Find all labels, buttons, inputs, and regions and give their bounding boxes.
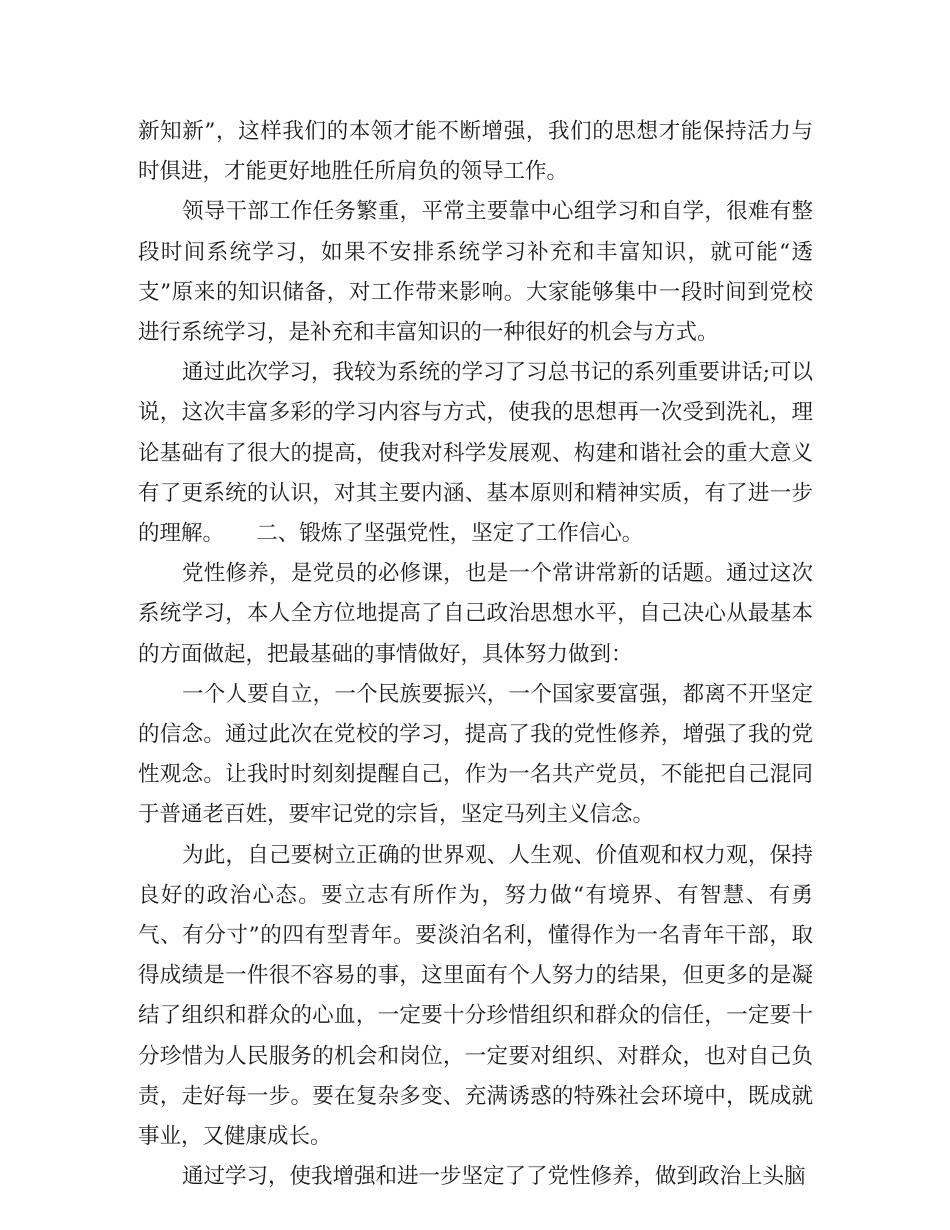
paragraph: 为此，自己要树立正确的世界观、人生观、价值观和权力观，保持良好的政治心态。要立志有所作为，努力做“有境界、有智慧、有勇气、有分寸”的四有型青年。要淡泊名利，懂得作为一名青年干部，取得成绩是一件很不容易的事，这里面有个人努力的结果，但更多的是凝结了组织和群众的心血，一定要十分珍惜组织和群众的信任，一定要十分珍惜为人民服务的机会和岗位，一定要对组织、对群众，也对自己负责，走好每一步。要在复杂多变、充满诱惑的特殊社会环境中，既成就事业，又健康成长。 [138, 842, 813, 1150]
paragraph-continuation: 新知新”，这样我们的本领才能不断增强，我们的思想才能保持活力与时俱进，才能更好地胜任所肩负的领导工作。 [138, 119, 813, 185]
document-body [138, 112, 813, 1197]
paragraph: 通过学习，使我增强和进一步坚定了了党性修养，做到政治上头脑 [182, 1164, 806, 1190]
paragraph: 一个人要自立，一个民族要振兴，一个国家要富强，都离不开坚定的信念。通过此次在党校的学习，提高了我的党性修养，增强了我的党性观念。让我时时刻刻提醒自己，作为一名共产党员，不能把自己混同于普通老百姓，要牢记党的宗旨，坚定马列主义信念。 [138, 681, 813, 828]
paragraph: 党性修养，是党员的必修课，也是一个常讲常新的话题。通过这次系统学习，本人全方位地提高了自己政治思想水平，自己决心从最基本的方面做起，把最基础的事情做好，具体努力做到： [138, 561, 813, 667]
paragraph: 领导干部工作任务繁重，平常主要靠中心组学习和自学，很难有整段时间系统学习，如果不安排系统学习补充和丰富知识，就可能“透支”原来的知识储备，对工作带来影响。大家能够集中一段时间到党校进行系统学习，是补充和丰富知识的一种很好的机会与方式。 [138, 199, 813, 346]
paragraph: 通过此次学习，我较为系统的学习了习总书记的系列重要讲话;可以说，这次丰富多彩的学习内容与方式，使我的思想再一次受到洗礼，理论基础有了很大的提高，使我对科学发展观、构建和谐社会的重大意义有了更系统的认识，对其主要内涵、基本原则和精神实质，有了进一步的理解。 二、锻炼了坚强党性，坚定了工作信心。 [138, 360, 813, 547]
